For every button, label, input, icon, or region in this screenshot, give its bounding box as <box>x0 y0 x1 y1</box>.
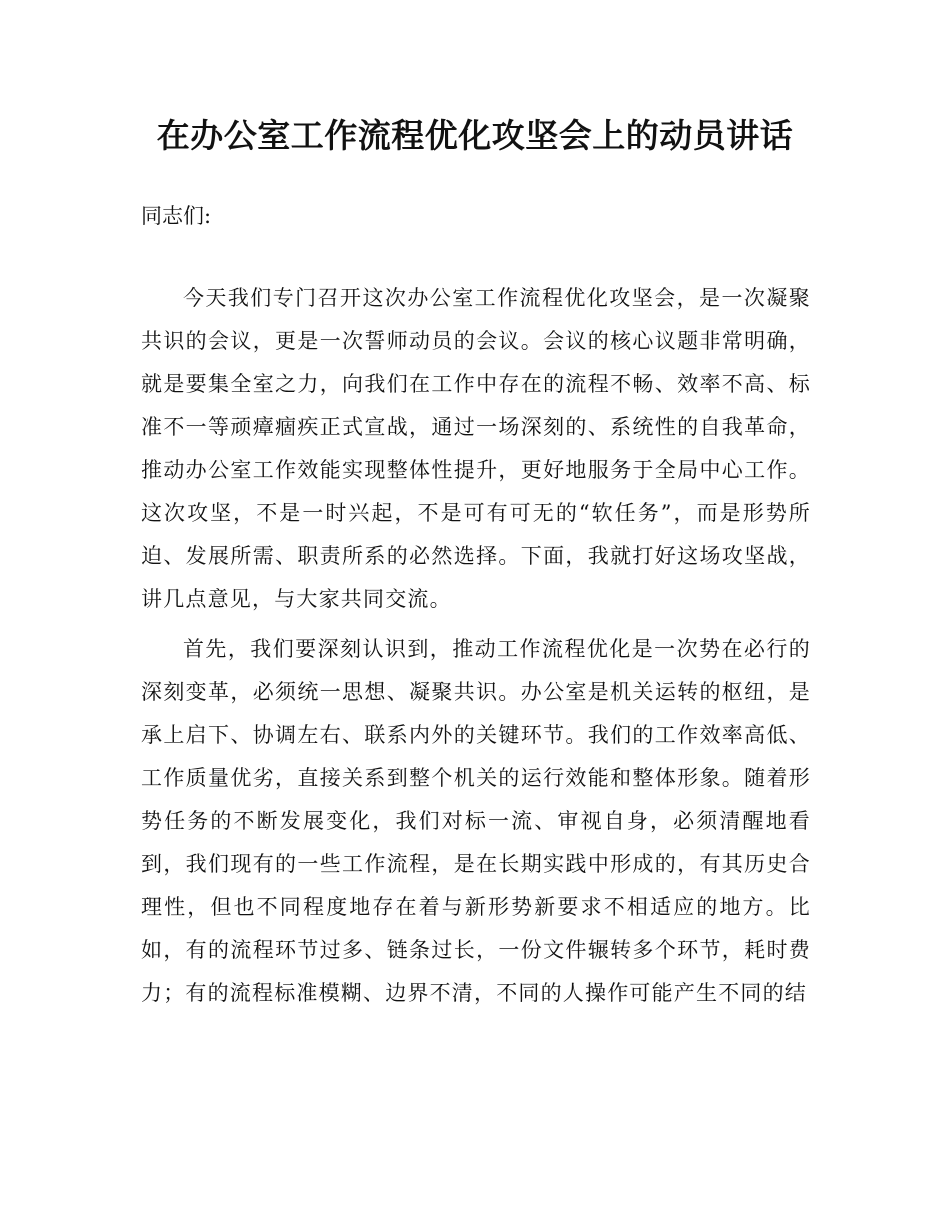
paragraph-intro: 今天我们专门召开这次办公室工作流程优化攻坚会，是一次凝聚共识的会议，更是一次誓师动员的会议。会议的核心议题非常明确，就是要集全室之力，向我们在工作中存在的流程不畅、效率不高、标准不一等顽瘴痼疾正式宣战，通过一场深刻的、系统性的自我革命，推动办公室工作效能实现整体性提升，更好地服务于全局中心工作。这次攻坚，不是一时兴起，不是可有可无的“软任务”，而是形势所迫、发展所需、职责所系的必然选择。下面，我就打好这场攻坚战，讲几点意见，与大家共同交流。 <box>141 286 811 611</box>
salutation: 同志们: <box>141 204 212 228</box>
document-body <box>141 277 811 1022</box>
document-title: 在办公室工作流程优化攻坚会上的动员讲话 <box>156 116 794 155</box>
paragraph-first-point: 首先，我们要深刻认识到，推动工作流程优化是一次势在必行的深刻变革，必须统一思想、凝聚共识。办公室是机关运转的枢纽，是承上启下、协调左右、联系内外的关键环节。我们的工作效率高低、工作质量优劣，直接关系到整个机关的运行效能和整体形象。随着形势任务的不断发展变化，我们对标一流、审视自身，必须清醒地看到，我们现有的一些工作流程，是在长期实践中形成的，有其历史合理性，但也不同程度地存在着与新形势新要求不相适应的地方。比如，有的流程环节过多、链条过长，一份文件辗转多个环节，耗时费力；有的流程标准模糊、边界不清，不同的人操作可能产生不同的结 <box>141 637 811 1005</box>
